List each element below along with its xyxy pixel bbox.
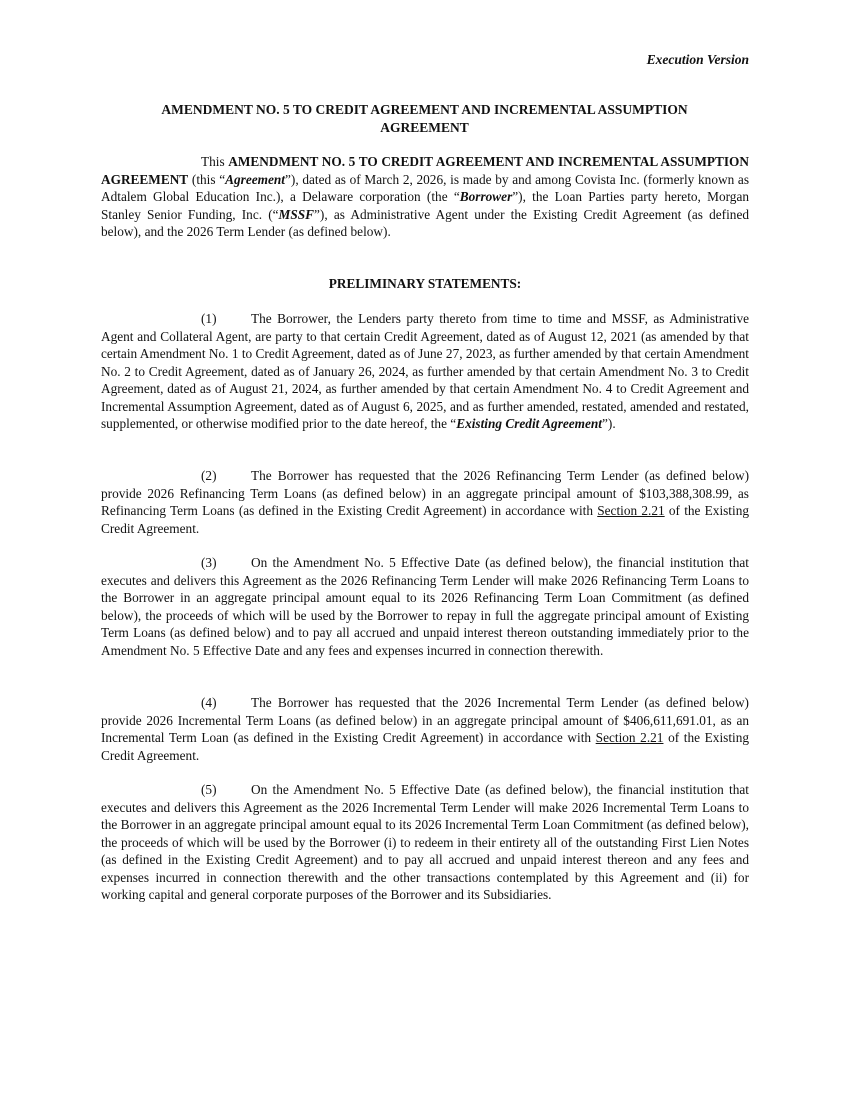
statement-5 <box>101 781 749 904</box>
statement-3-number: (3) <box>201 555 217 570</box>
statement-1 <box>101 310 749 433</box>
title-line-2: AGREEMENT <box>380 120 469 135</box>
defined-term-agreement: Agreement <box>225 171 285 187</box>
statement-2 <box>101 467 749 537</box>
execution-version-label: Execution Version <box>646 52 749 67</box>
document-title <box>100 101 749 137</box>
defined-term-borrower: Borrower <box>459 189 513 204</box>
title-line-1: AMENDMENT NO. 5 TO CREDIT AGREEMENT AND INCREMENTAL ASSUMPTION <box>161 102 688 117</box>
statement-3-text: On the Amendment No. 5 Effective Date (as defined below), the financial institution that executes and delivers this Agreement as the 2026 Refinancing Term Lender will make 2026 Refinancing Term Loans to the Borrower in an aggregate principal amount equal to its 2026 Refinancing Term Loan Commitment (as defined below), the proceeds of which will be used by the Borrower to repay in full the aggregate principal amount of Existing Term Loans (as defined below) and to pay all accrued and unpaid interest thereon outstanding immediately prior to the Amendment No. 5 Effective Date and any fees and expenses incurred in connection therewith. <box>101 555 749 658</box>
statement-4-number: (4) <box>201 695 217 710</box>
statement-1-end: ”). <box>602 416 616 431</box>
defined-term-mssf: MSSF <box>278 206 315 222</box>
statement-2-number: (2) <box>201 468 217 483</box>
intro-paragraph <box>101 153 749 241</box>
section-reference-2-21: Section 2.21 <box>595 730 664 745</box>
statement-3 <box>101 554 749 659</box>
intro-bold-title: AMENDMENT NO. 5 TO CREDIT AGREEMENT AND INCREMENTAL ASSUMPTION AGREEMENT <box>101 154 750 187</box>
defined-term-existing-credit-agreement: Existing Credit Agreement <box>456 416 603 431</box>
statement-5-number: (5) <box>201 782 217 797</box>
statement-4 <box>101 694 749 764</box>
statement-2-end: of the Existing Credit Agreement. <box>101 503 749 536</box>
intro-this: This <box>201 154 229 169</box>
statement-4-end: of the Existing Credit Agreement. <box>101 730 750 763</box>
statement-1-number: (1) <box>201 311 217 326</box>
preliminary-statements-heading: PRELIMINARY STATEMENTS: <box>328 276 522 291</box>
intro-text-3: ”), the Loan Parties party hereto, Morgan Stanley Senior Funding, Inc. (“ <box>101 189 749 222</box>
intro-text-4: ”), as Administrative Agent under the Existing Credit Agreement (as defined below), and the 2026 Term Lender (as defined below). <box>101 206 749 239</box>
intro-text-2: ”), dated as of March 2, 2026, is made by and among Covista Inc. (formerly known as Adtalem Global Education Inc.), a Delaware corporation (the “ <box>101 171 749 204</box>
statement-4-text: The Borrower has requested that the 2026 Incremental Term Lender (as defined below) provide 2026 Incremental Term Loans (as defined below) in an aggregate principal amount of $406,611,691.01, as an Incremental Term Loan (as defined in the Existing Credit Agreement) in accordance with <box>101 695 749 745</box>
section-reference-2-21: Section 2.21 <box>597 503 665 518</box>
statement-5-text: On the Amendment No. 5 Effective Date (as defined below), the financial institution that executes and delivers this Agreement as the 2026 Incremental Term Lender will make 2026 Incremental Term Loans to the Borrower in an aggregate principal amount equal to its 2026 Incremental Term Loan Commitment (as defined below), the proceeds of which will be used by the Borrower (i) to redeem in their entirety all of the outstanding First Lien Notes (as defined in the Existing Credit Agreement) and to pay all accrued and unpaid interest thereon and any fees and expenses incurred in connection therewith and the other transactions contemplated by this Agreement and (ii) for working capital and general corporate purposes of the Borrower and its Subsidiaries. <box>101 782 749 902</box>
intro-text-1: (this “ <box>188 171 226 187</box>
statement-1-text: The Borrower, the Lenders party thereto from time to time and MSSF, as Administrative Agent and Collateral Agent, are party to that certain Credit Agreement, dated as of August 12, 2021 (as amended by that certain Amendment No. 1 to Credit Agreement, dated as of June 27, 2023, as further amended by that certain Amendment No. 2 to Credit Agreement, dated as of January 26, 2024, as further amended by that certain Amendment No. 3 to Credit Agreement, dated as of August 21, 2024, as further amended by that certain Amendment No. 4 to Credit Agreement and Incremental Assumption Agreement, dated as of August 6, 2025, and as further amended, restated, amended and restated, supplemented, or otherwise modified prior to the date hereof, the “ <box>101 311 749 431</box>
statement-2-text: The Borrower has requested that the 2026 Refinancing Term Lender (as defined below) provide 2026 Refinancing Term Loans (as defined below) in an aggregate principal amount of $103,388,308.99, as Refinancing Term Loans (as defined in the Existing Credit Agreement) in accordance with <box>101 468 749 518</box>
